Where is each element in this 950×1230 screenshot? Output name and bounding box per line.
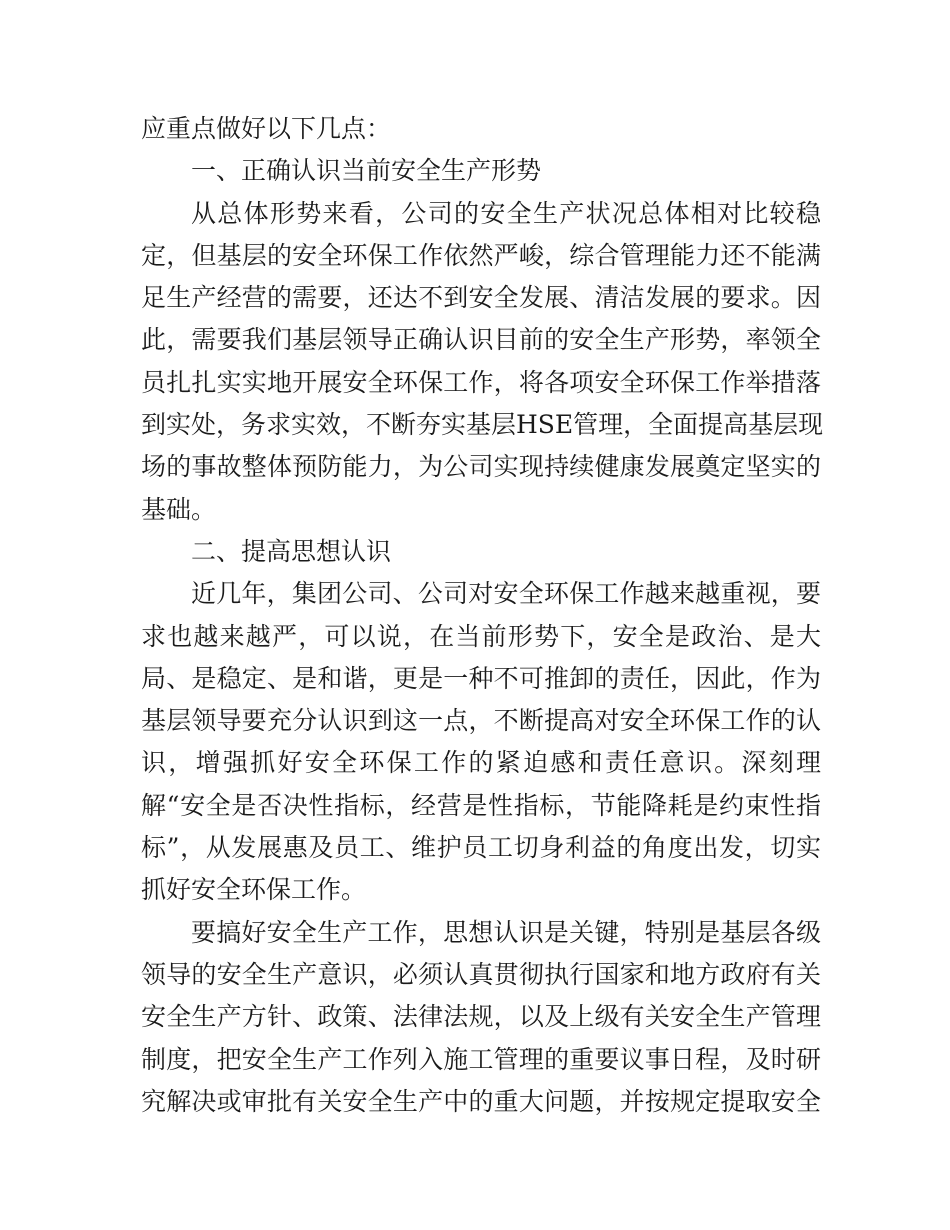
text-line: 解“安全是否决性指标，经营是性指标，节能降耗是约束性指 [141, 790, 821, 820]
text-line: 定，但基层的安全环保工作依然严峻，综合管理能力还不能满 [141, 240, 821, 270]
text-line: 识，增强抓好安全环保工作的紧迫感和责任意识。深刻理 [141, 748, 821, 778]
text-line: 局、是稳定、是和谐，更是一种不可推卸的责任，因此，作为 [141, 663, 821, 693]
text-line: 安全生产方针、政策、法律法规，以及上级有关安全生产管理 [141, 1002, 821, 1032]
text-line: 应重点做好以下几点： [141, 114, 392, 143]
text-line: 场的事故整体预防能力，为公司实现持续健康发展奠定坚实的 [141, 452, 821, 482]
text-line: 领导的安全生产意识，必须认真贯彻执行国家和地方政府有关 [141, 959, 821, 989]
text-line: 一、正确认识当前安全生产形势 [191, 156, 542, 186]
text-line: 抓好安全环保工作。 [141, 875, 367, 905]
text-line: 从总体形势来看，公司的安全生产状况总体相对比较稳 [191, 198, 821, 228]
text-line: 制度，把安全生产工作列入施工管理的重要议事日程，及时研 [141, 1044, 821, 1074]
text-line: 二、提高思想认识 [191, 536, 392, 566]
text-line: 员扎扎实实地开展安全环保工作，将各项安全环保工作举措落 [141, 367, 821, 397]
text-line: 要搞好安全生产工作，思想认识是关键，特别是基层各级 [191, 917, 821, 947]
text-line: 求也越来越严，可以说，在当前形势下，安全是政治、是大 [141, 621, 821, 651]
text-line: 究解决或审批有关安全生产中的重大问题，并按规定提取安全 [141, 1086, 821, 1116]
text-line: 基层领导要充分认识到这一点，不断提高对安全环保工作的认 [141, 706, 821, 736]
text-line: 此，需要我们基层领导正确认识目前的安全生产形势，率领全 [141, 325, 821, 355]
text-line: 近几年，集团公司、公司对安全环保工作越来越重视，要 [191, 579, 821, 609]
text-line: 标”，从发展惠及员工、维护员工切身利益的角度出发，切实 [141, 833, 821, 863]
text-line: 到实处，务求实效，不断夯实基层HSE管理，全面提高基层现 [141, 410, 824, 440]
text-line: 足生产经营的需要，还达不到安全发展、清洁发展的要求。因 [141, 283, 821, 313]
document-body [141, 108, 824, 1123]
text-line: 基础。 [141, 494, 217, 524]
